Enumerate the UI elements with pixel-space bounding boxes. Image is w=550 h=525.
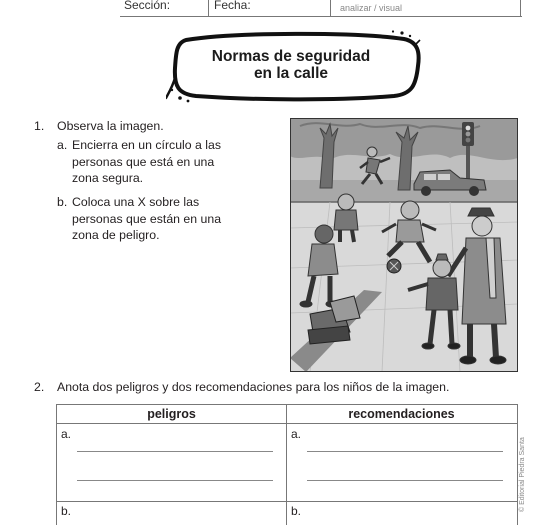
- recomendacion-a-answer-line[interactable]: [307, 480, 503, 481]
- peligro-a-answer-line[interactable]: [77, 451, 273, 452]
- column-header-peligros: peligros: [147, 407, 196, 421]
- row-label-b: b.: [61, 504, 72, 518]
- street-scene-illustration: [290, 118, 518, 372]
- row-label-a: a.: [61, 427, 72, 441]
- row-label-b: b.: [291, 504, 302, 518]
- header-divider: [208, 0, 209, 16]
- header-underline: [120, 16, 522, 17]
- copyright-notice: © Editorial Piedra Santa: [519, 437, 526, 512]
- question-text: Observa la imagen.: [57, 119, 164, 133]
- column-header-recomendaciones: recomendaciones: [348, 407, 455, 421]
- skills-label: analizar / visual: [340, 3, 403, 13]
- recomendacion-a-answer-line[interactable]: [307, 451, 503, 452]
- row-label-a: a.: [291, 427, 302, 441]
- header-divider: [520, 0, 521, 16]
- header-divider: [330, 0, 331, 16]
- section-label: Sección:: [124, 0, 171, 12]
- answer-table: [56, 404, 518, 525]
- page-title: Normas de seguridad en la calle: [211, 48, 371, 82]
- date-label: Fecha:: [214, 0, 251, 12]
- question-number: 1.: [34, 119, 45, 133]
- question-text: Anota dos peligros y dos recomendaciones para los niños de la imagen.: [57, 380, 450, 394]
- question-number: 2.: [34, 380, 45, 394]
- peligro-a-answer-line[interactable]: [77, 480, 273, 481]
